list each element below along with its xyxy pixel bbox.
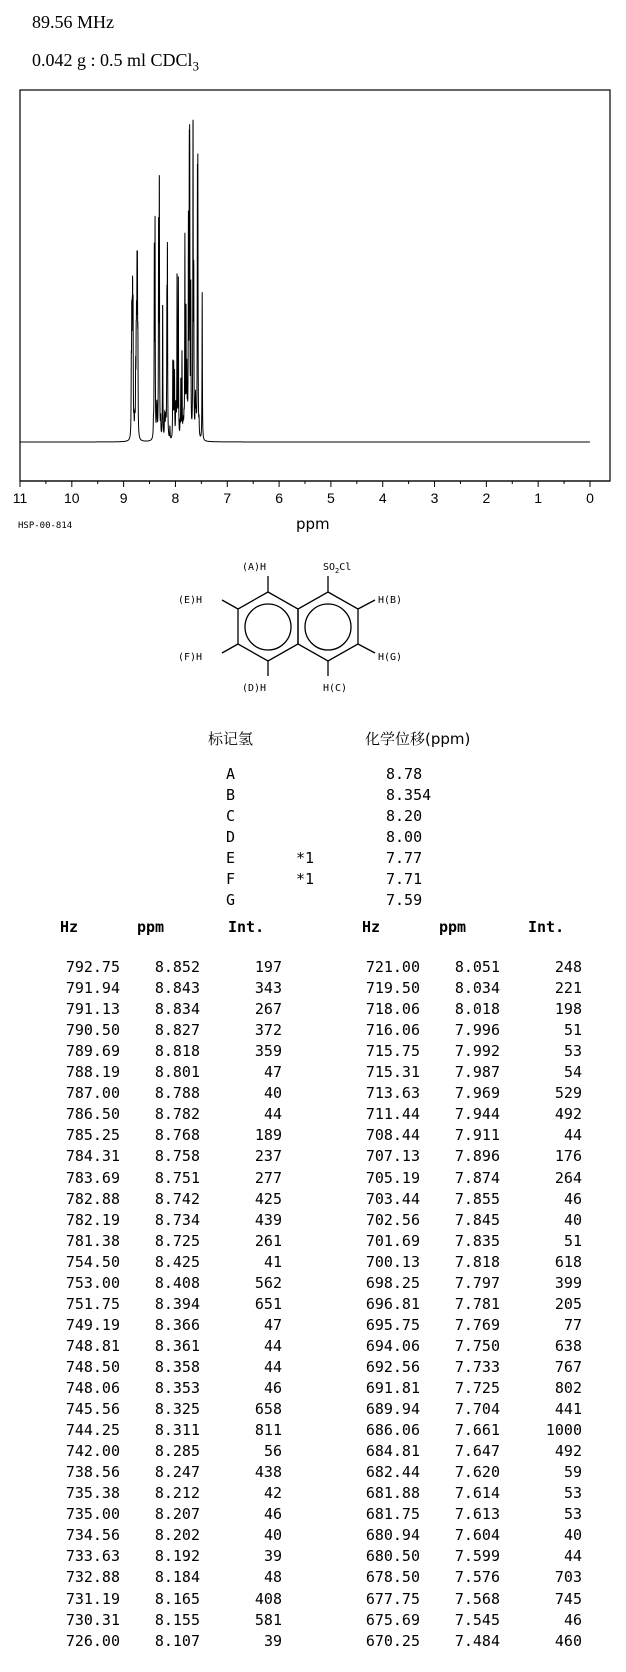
- ppm-cell: 8.353: [154, 1379, 200, 1397]
- ppm-cell: 7.661: [454, 1421, 500, 1440]
- ppm-cell: 7.604: [454, 1526, 500, 1545]
- hz-cell: 715.75: [365, 1042, 420, 1061]
- hz-cell: 731.19: [65, 1589, 120, 1608]
- ppm-cell: 7.818: [454, 1252, 500, 1271]
- hz-cell: 680.50: [365, 1547, 420, 1566]
- hz-cell: 745.56: [65, 1400, 120, 1419]
- intensity-cell: 54: [563, 1063, 582, 1082]
- table-row: [0, 958, 626, 979]
- naphthalene-rings: [222, 576, 375, 676]
- ppm-cell: 8.192: [154, 1547, 200, 1566]
- ppm-cell: 7.704: [454, 1400, 500, 1419]
- ppm-cell: 8.202: [154, 1526, 200, 1545]
- header-hz-left: Hz: [60, 918, 79, 936]
- ppm-cell: 8.034: [454, 979, 500, 998]
- ppm-cell: 8.107: [154, 1631, 200, 1650]
- intensity-cell: 425: [254, 1189, 282, 1208]
- intensity-cell: 39: [263, 1547, 282, 1566]
- hz-cell: 788.19: [65, 1063, 120, 1082]
- table-row: [0, 1568, 626, 1589]
- ppm-cell: 8.801: [154, 1063, 200, 1082]
- intensity-cell: 441: [554, 1400, 582, 1419]
- ppm-cell: 8.408: [154, 1273, 200, 1292]
- hz-cell: 675.69: [365, 1610, 420, 1629]
- table-row: [0, 1316, 626, 1337]
- ppm-cell: 8.184: [154, 1568, 200, 1587]
- intensity-cell: 264: [554, 1168, 582, 1187]
- assignment-shift: 8.20: [386, 807, 423, 825]
- assignment-label: D: [226, 828, 236, 846]
- hz-cell: 708.44: [365, 1126, 420, 1145]
- hz-cell: 678.50: [365, 1568, 420, 1587]
- sample-prefix: 0.042 g : 0.5 ml CDCl: [32, 50, 193, 70]
- molecule-structure: [160, 548, 460, 718]
- ppm-cell: 8.212: [154, 1484, 200, 1503]
- intensity-cell: 56: [263, 1442, 282, 1461]
- ppm-cell: 8.165: [154, 1589, 200, 1608]
- intensity-cell: 1000: [545, 1421, 582, 1440]
- hz-cell: 689.94: [365, 1400, 420, 1419]
- hz-cell: 749.19: [65, 1315, 120, 1334]
- ppm-cell: 8.425: [154, 1252, 200, 1271]
- assignment-header-label: 标记氢: [208, 730, 254, 748]
- intensity-cell: 44: [263, 1105, 282, 1124]
- assignment-shift: 8.00: [386, 828, 423, 846]
- ppm-cell: 7.944: [454, 1105, 500, 1124]
- ppm-cell: 8.725: [154, 1231, 200, 1250]
- ppm-cell: 7.996: [454, 1021, 500, 1040]
- hz-cell: 785.25: [65, 1126, 120, 1145]
- ppm-cell: 7.855: [454, 1189, 500, 1208]
- intensity-cell: 53: [563, 1505, 582, 1524]
- intensity-cell: 189: [254, 1126, 282, 1145]
- ppm-cell: 7.620: [454, 1463, 500, 1482]
- intensity-cell: 176: [554, 1147, 582, 1166]
- x-axis-ticks: [20, 481, 590, 487]
- hz-cell: 730.31: [65, 1610, 120, 1629]
- intensity-cell: 39: [263, 1631, 282, 1650]
- intensity-cell: 745: [554, 1589, 582, 1608]
- intensity-cell: 618: [554, 1252, 582, 1271]
- intensity-cell: 359: [254, 1042, 282, 1061]
- intensity-cell: 197: [254, 958, 282, 976]
- assignment-shift: 8.78: [386, 765, 423, 783]
- header-int-left: Int.: [228, 918, 265, 936]
- ppm-cell: 7.781: [454, 1294, 500, 1313]
- hz-cell: 713.63: [365, 1084, 420, 1103]
- label-e: (E)H: [178, 595, 203, 606]
- hz-cell: 692.56: [365, 1357, 420, 1376]
- table-row: [0, 1126, 626, 1147]
- hz-cell: 734.56: [65, 1526, 120, 1545]
- x-tick-label: 4: [378, 490, 387, 506]
- table-row: [0, 1590, 626, 1611]
- ppm-cell: 8.734: [154, 1210, 200, 1229]
- table-row: [0, 1084, 626, 1105]
- intensity-cell: 811: [254, 1421, 282, 1440]
- assignment-shift: 8.354: [386, 786, 432, 804]
- hz-cell: 726.00: [65, 1631, 120, 1650]
- label-d: (D)H: [242, 683, 267, 694]
- hz-cell: 715.31: [365, 1063, 420, 1082]
- label-b: H(B): [378, 595, 403, 606]
- x-tick-label: 5: [327, 490, 335, 506]
- intensity-cell: 221: [554, 979, 582, 998]
- table-row: [0, 1169, 626, 1190]
- hz-cell: 732.88: [65, 1568, 120, 1587]
- ppm-cell: 7.545: [454, 1610, 500, 1629]
- header-hz-right: Hz: [362, 918, 381, 936]
- header-int-right: Int.: [528, 918, 565, 936]
- hz-cell: 738.56: [65, 1463, 120, 1482]
- ppm-cell: 7.599: [454, 1547, 500, 1566]
- header-ppm-right: ppm: [439, 918, 467, 936]
- ppm-cell: 7.614: [454, 1484, 500, 1503]
- hz-cell: 694.06: [365, 1336, 420, 1355]
- table-row: [0, 1463, 626, 1484]
- intensity-cell: 205: [554, 1294, 582, 1313]
- intensity-cell: 492: [554, 1105, 582, 1124]
- spectrum-code: HSP-00-814: [18, 521, 73, 531]
- hz-cell: 700.13: [365, 1252, 420, 1271]
- intensity-cell: 703: [554, 1568, 582, 1587]
- table-row: [0, 1632, 626, 1653]
- hz-cell: 791.94: [65, 979, 120, 998]
- hz-cell: 733.63: [65, 1547, 120, 1566]
- ppm-cell: 8.758: [154, 1147, 200, 1166]
- hz-cell: 686.06: [365, 1421, 420, 1440]
- assignment-shift: 7.59: [386, 891, 423, 909]
- ppm-cell: 7.576: [454, 1568, 500, 1587]
- intensity-cell: 77: [563, 1315, 582, 1334]
- ppm-cell: 7.874: [454, 1168, 500, 1187]
- intensity-cell: 41: [263, 1252, 282, 1271]
- intensity-cell: 51: [563, 1231, 582, 1250]
- intensity-cell: 48: [263, 1568, 282, 1587]
- hz-cell: 681.88: [365, 1484, 420, 1503]
- table-row: [0, 1063, 626, 1084]
- intensity-cell: 46: [263, 1505, 282, 1524]
- ppm-cell: 7.896: [454, 1147, 500, 1166]
- ppm-cell: 7.969: [454, 1084, 500, 1103]
- ppm-cell: 8.285: [154, 1442, 200, 1461]
- table-row: [0, 1379, 626, 1400]
- sample-subscript: 3: [192, 58, 200, 74]
- x-tick-label: 8: [171, 490, 180, 506]
- header-ppm-left: ppm: [137, 918, 165, 936]
- table-row: [0, 1000, 626, 1021]
- ppm-cell: 8.358: [154, 1357, 200, 1376]
- intensity-cell: 40: [263, 1526, 282, 1545]
- ppm-cell: 7.987: [454, 1063, 500, 1082]
- hz-cell: 682.44: [365, 1463, 420, 1482]
- hz-cell: 792.75: [65, 958, 120, 976]
- plot-frame: [20, 90, 610, 481]
- intensity-cell: 44: [563, 1547, 582, 1566]
- x-tick-label: 2: [482, 490, 491, 506]
- hz-cell: 703.44: [365, 1189, 420, 1208]
- ppm-cell: 8.827: [154, 1021, 200, 1040]
- x-tick-label: 7: [223, 490, 232, 506]
- x-tick-label: 1: [534, 490, 543, 506]
- table-row: [0, 1505, 626, 1526]
- intensity-cell: 439: [254, 1210, 282, 1229]
- intensity-cell: 248: [554, 958, 582, 976]
- ppm-cell: 8.751: [154, 1168, 200, 1187]
- ppm-cell: 8.155: [154, 1610, 200, 1629]
- table-row: [0, 1358, 626, 1379]
- x-tick-label: 10: [64, 490, 80, 506]
- intensity-cell: 44: [263, 1357, 282, 1376]
- intensity-cell: 802: [554, 1379, 582, 1397]
- intensity-cell: 399: [554, 1273, 582, 1292]
- intensity-cell: 59: [563, 1463, 582, 1482]
- intensity-cell: 46: [563, 1610, 582, 1629]
- hz-cell: 680.94: [365, 1526, 420, 1545]
- x-tick-label: 6: [275, 490, 283, 506]
- hz-cell: 790.50: [65, 1021, 120, 1040]
- assignment-label: F: [226, 870, 236, 888]
- hz-cell: 748.06: [65, 1379, 120, 1397]
- ppm-cell: 8.366: [154, 1315, 200, 1334]
- hz-cell: 783.69: [65, 1168, 120, 1187]
- intensity-cell: 40: [563, 1526, 582, 1545]
- ppm-cell: 8.843: [154, 979, 200, 998]
- intensity-cell: 460: [554, 1631, 582, 1650]
- label-g: H(G): [378, 652, 403, 663]
- hz-cell: 742.00: [65, 1442, 120, 1461]
- intensity-cell: 408: [254, 1589, 282, 1608]
- intensity-cell: 562: [254, 1273, 282, 1292]
- table-row: [0, 1042, 626, 1063]
- frequency-label: 89.56 MHz: [32, 12, 114, 32]
- ppm-cell: 7.769: [454, 1315, 500, 1334]
- table-row: [0, 1190, 626, 1211]
- hz-cell: 782.19: [65, 1210, 120, 1229]
- intensity-cell: 53: [563, 1042, 582, 1061]
- hz-cell: 716.06: [365, 1021, 420, 1040]
- ppm-cell: 8.361: [154, 1336, 200, 1355]
- label-c: H(C): [323, 683, 348, 694]
- intensity-cell: 40: [563, 1210, 582, 1229]
- assignment-label: B: [226, 786, 236, 804]
- intensity-cell: 44: [563, 1126, 582, 1145]
- table-row: [0, 1526, 626, 1547]
- table-row: [0, 1421, 626, 1442]
- hz-cell: 786.50: [65, 1105, 120, 1124]
- intensity-cell: 47: [263, 1315, 282, 1334]
- hz-cell: 684.81: [365, 1442, 420, 1461]
- hz-cell: 707.13: [365, 1147, 420, 1166]
- nmr-spectrum-chart: [0, 0, 626, 520]
- table-row: [0, 1253, 626, 1274]
- x-axis-tick-labels: [13, 490, 594, 506]
- ppm-cell: 7.835: [454, 1231, 500, 1250]
- hz-cell: 748.50: [65, 1357, 120, 1376]
- hz-cell: 702.56: [365, 1210, 420, 1229]
- ppm-cell: 8.394: [154, 1294, 200, 1313]
- intensity-cell: 492: [554, 1442, 582, 1461]
- hz-cell: 791.13: [65, 1000, 120, 1019]
- ppm-cell: 8.788: [154, 1084, 200, 1103]
- ppm-cell: 7.733: [454, 1357, 500, 1376]
- intensity-cell: 372: [254, 1021, 282, 1040]
- table-row: [0, 1232, 626, 1253]
- hz-cell: 735.00: [65, 1505, 120, 1524]
- ppm-cell: 8.018: [454, 1000, 500, 1019]
- intensity-cell: 658: [254, 1400, 282, 1419]
- hz-cell: 748.81: [65, 1336, 120, 1355]
- hz-cell: 705.19: [365, 1168, 420, 1187]
- label-so2cl: $SO_2Cl$: [323, 562, 352, 575]
- assignment-shift: 7.77: [386, 849, 423, 867]
- ppm-cell: 7.613: [454, 1505, 500, 1524]
- ppm-cell: 7.568: [454, 1589, 500, 1608]
- intensity-cell: 237: [254, 1147, 282, 1166]
- x-tick-label: 9: [119, 490, 128, 506]
- ppm-cell: 8.325: [154, 1400, 200, 1419]
- intensity-cell: 42: [263, 1484, 282, 1503]
- intensity-cell: 40: [263, 1084, 282, 1103]
- ppm-cell: 8.782: [154, 1105, 200, 1124]
- intensity-cell: 47: [263, 1063, 282, 1082]
- x-tick-label: 11: [12, 490, 28, 506]
- table-row: [0, 1484, 626, 1505]
- intensity-cell: 53: [563, 1484, 582, 1503]
- table-row: [0, 1105, 626, 1126]
- ppm-cell: 7.797: [454, 1273, 500, 1292]
- intensity-cell: 198: [554, 1000, 582, 1019]
- ppm-cell: 8.247: [154, 1463, 200, 1482]
- label-a: (A)H: [242, 562, 267, 573]
- hz-cell: 719.50: [365, 979, 420, 998]
- table-row: [0, 1274, 626, 1295]
- intensity-cell: 438: [254, 1463, 282, 1482]
- ppm-cell: 7.992: [454, 1042, 500, 1061]
- intensity-cell: 277: [254, 1168, 282, 1187]
- hz-cell: 781.38: [65, 1231, 120, 1250]
- intensity-cell: 581: [254, 1610, 282, 1629]
- hz-cell: 754.50: [65, 1252, 120, 1271]
- intensity-cell: 267: [254, 1000, 282, 1019]
- assignment-label: G: [226, 891, 236, 909]
- hz-cell: 782.88: [65, 1189, 120, 1208]
- hz-cell: 695.75: [365, 1315, 420, 1334]
- hz-cell: 677.75: [365, 1589, 420, 1608]
- intensity-cell: 638: [554, 1336, 582, 1355]
- table-row: [0, 1547, 626, 1568]
- ppm-cell: 8.311: [154, 1421, 200, 1440]
- ppm-cell: 7.911: [454, 1126, 500, 1145]
- x-tick-label: 3: [430, 490, 439, 506]
- intensity-cell: 44: [263, 1336, 282, 1355]
- table-row: [0, 1400, 626, 1421]
- hz-cell: 787.00: [65, 1084, 120, 1103]
- hz-cell: 691.81: [365, 1379, 420, 1397]
- ppm-cell: 7.725: [454, 1379, 500, 1397]
- intensity-cell: 46: [563, 1189, 582, 1208]
- ppm-cell: 7.647: [454, 1442, 500, 1461]
- hz-cell: 718.06: [365, 1000, 420, 1019]
- table-row: [0, 1295, 626, 1316]
- assignment-header-shift: 化学位移(ppm): [365, 730, 471, 748]
- assignment-note: *1: [296, 849, 315, 867]
- x-axis-label: ppm: [296, 515, 330, 533]
- assignment-label: C: [226, 807, 236, 825]
- hz-cell: 753.00: [65, 1273, 120, 1292]
- ppm-cell: 8.742: [154, 1189, 200, 1208]
- table-row: [0, 1611, 626, 1632]
- table-row: [0, 979, 626, 1000]
- hz-cell: 681.75: [365, 1505, 420, 1524]
- intensity-cell: 46: [263, 1379, 282, 1397]
- assignment-shift: 7.71: [386, 870, 423, 888]
- ppm-cell: 8.207: [154, 1505, 200, 1524]
- label-f: (F)H: [178, 652, 203, 663]
- ppm-cell: 8.834: [154, 1000, 200, 1019]
- intensity-cell: 261: [254, 1231, 282, 1250]
- ppm-cell: 7.750: [454, 1336, 500, 1355]
- assignment-label: E: [226, 849, 236, 867]
- x-tick-label: 0: [586, 490, 594, 506]
- hz-cell: 701.69: [365, 1231, 420, 1250]
- intensity-cell: 767: [554, 1357, 582, 1376]
- table-row: [0, 1211, 626, 1232]
- hz-cell: 670.25: [365, 1631, 420, 1650]
- ppm-cell: 8.818: [154, 1042, 200, 1061]
- assignment-label: A: [226, 765, 236, 783]
- hz-cell: 696.81: [365, 1294, 420, 1313]
- ppm-cell: 7.845: [454, 1210, 500, 1229]
- table-row: [0, 1337, 626, 1358]
- ppm-cell: 8.051: [454, 958, 500, 976]
- intensity-cell: 651: [254, 1294, 282, 1313]
- ppm-cell: 8.768: [154, 1126, 200, 1145]
- table-row: [0, 1147, 626, 1168]
- ppm-cell: 8.852: [154, 958, 200, 976]
- hz-cell: 735.38: [65, 1484, 120, 1503]
- hz-cell: 751.75: [65, 1294, 120, 1313]
- intensity-cell: 51: [563, 1021, 582, 1040]
- table-row: [0, 1021, 626, 1042]
- hz-cell: 784.31: [65, 1147, 120, 1166]
- intensity-cell: 529: [554, 1084, 582, 1103]
- intensity-cell: 343: [254, 979, 282, 998]
- hz-cell: 744.25: [65, 1421, 120, 1440]
- hz-cell: 721.00: [365, 958, 420, 976]
- spectrum-trace: [20, 120, 590, 442]
- hz-cell: 711.44: [365, 1105, 420, 1124]
- hz-cell: 789.69: [65, 1042, 120, 1061]
- ppm-cell: 7.484: [454, 1631, 500, 1650]
- assignment-note: *1: [296, 870, 315, 888]
- table-row: [0, 1442, 626, 1463]
- hz-cell: 698.25: [365, 1273, 420, 1292]
